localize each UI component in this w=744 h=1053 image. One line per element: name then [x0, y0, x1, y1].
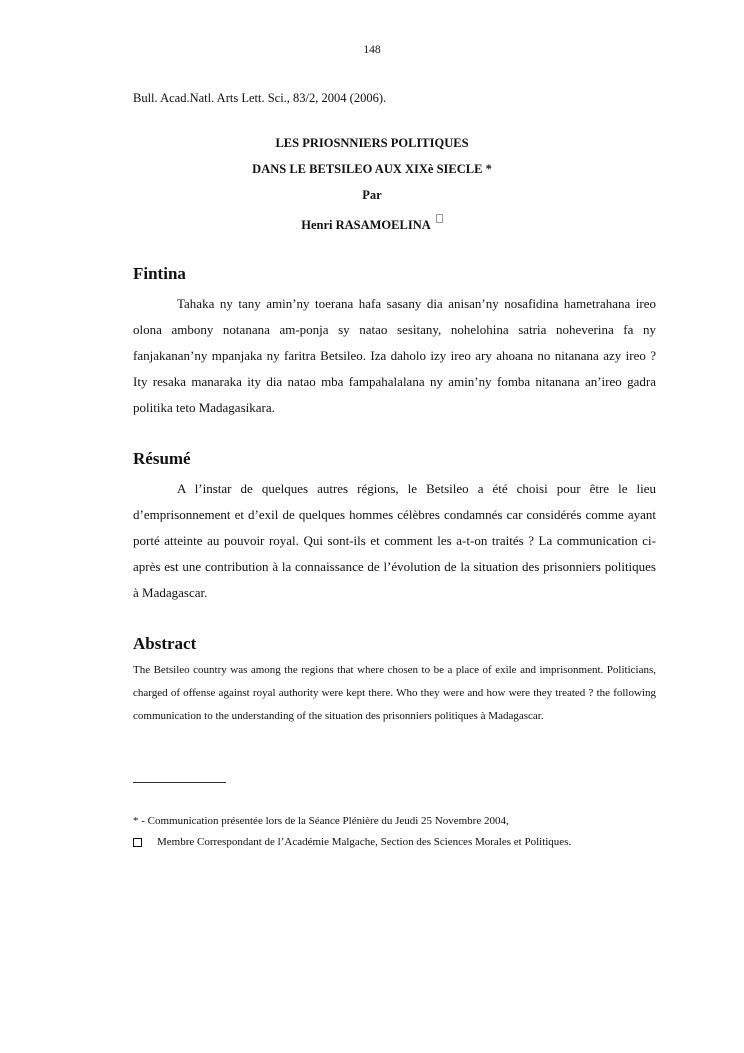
page-number: 148: [363, 44, 381, 56]
title-line-2: DANS LE BETSILEO AUX XIXè SIECLE *: [252, 162, 492, 176]
abstract-section: [133, 634, 656, 728]
title-line-1: LES PRIOSNNIERS POLITIQUES: [275, 136, 469, 150]
author-name: Henri RASAMOELINA: [301, 218, 431, 232]
footnote-1: * - Communication présentée lors de la Séance Plénière du Jeudi 25 Novembre 2004,: [133, 815, 509, 827]
fintina-heading: Fintina: [133, 264, 186, 283]
checkbox-bullet-icon: [133, 838, 142, 847]
title-by: Par: [362, 188, 382, 202]
fintina-text: Tahaka ny tany amin’ny toerana hafa sasany dia anisan’ny nosafidina hametrahana ireo olona ambony notanana am-ponja sy natao sesitany, nohelohina satria noheverina fa ny fanjakanan’ny mpanjaka ny faritra Betsileo. Iza daholo izy ireo ary ahoana no nitanana azy ireo ? Ity resaka manaraka ity dia natao mba fampahalalana ny amin’ny fomba nitanana an’ireo gadra politika teto Madagasikara.: [133, 296, 656, 415]
fintina-section: [133, 264, 656, 421]
author-footnote-mark-icon: [436, 214, 443, 223]
abstract-text: The Betsileo country was among the regions that where chosen to be a place of exile and imprisonment. Politicians, charged of offense against royal authority were kept there. Who they were and how were they treated ? the following communication to the understanding of the situation des prisonniers politiques à Madagascar.: [133, 664, 656, 722]
resume-text: A l’instar de quelques autres régions, le Betsileo a été choisi pour être le lieu d’emprisonnement et d’exil de quelques hommes célèbres condamnés car considérés comme ayant porté atteinte au pouvoir royal. Qui sont-ils et comment les a-t-on traités ? La communication ci-après est une contribution à la connaissance de l’évolution de la situation des prisonniers politiques à Madagascar.: [133, 481, 656, 600]
title-block: [0, 136, 744, 240]
citation: Bull. Acad.Natl. Arts Lett. Sci., 83/2, 2004 (2006).: [133, 91, 387, 105]
resume-section: [133, 449, 656, 606]
footnote-rule: [133, 782, 226, 783]
resume-heading: Résumé: [133, 449, 191, 468]
abstract-heading: Abstract: [133, 634, 197, 653]
footnote-2-text: Membre Correspondant de l’Académie Malgache, Section des Sciences Morales et Politiques.: [157, 836, 572, 848]
author-line: [0, 214, 744, 240]
footnote-2: [133, 836, 571, 848]
